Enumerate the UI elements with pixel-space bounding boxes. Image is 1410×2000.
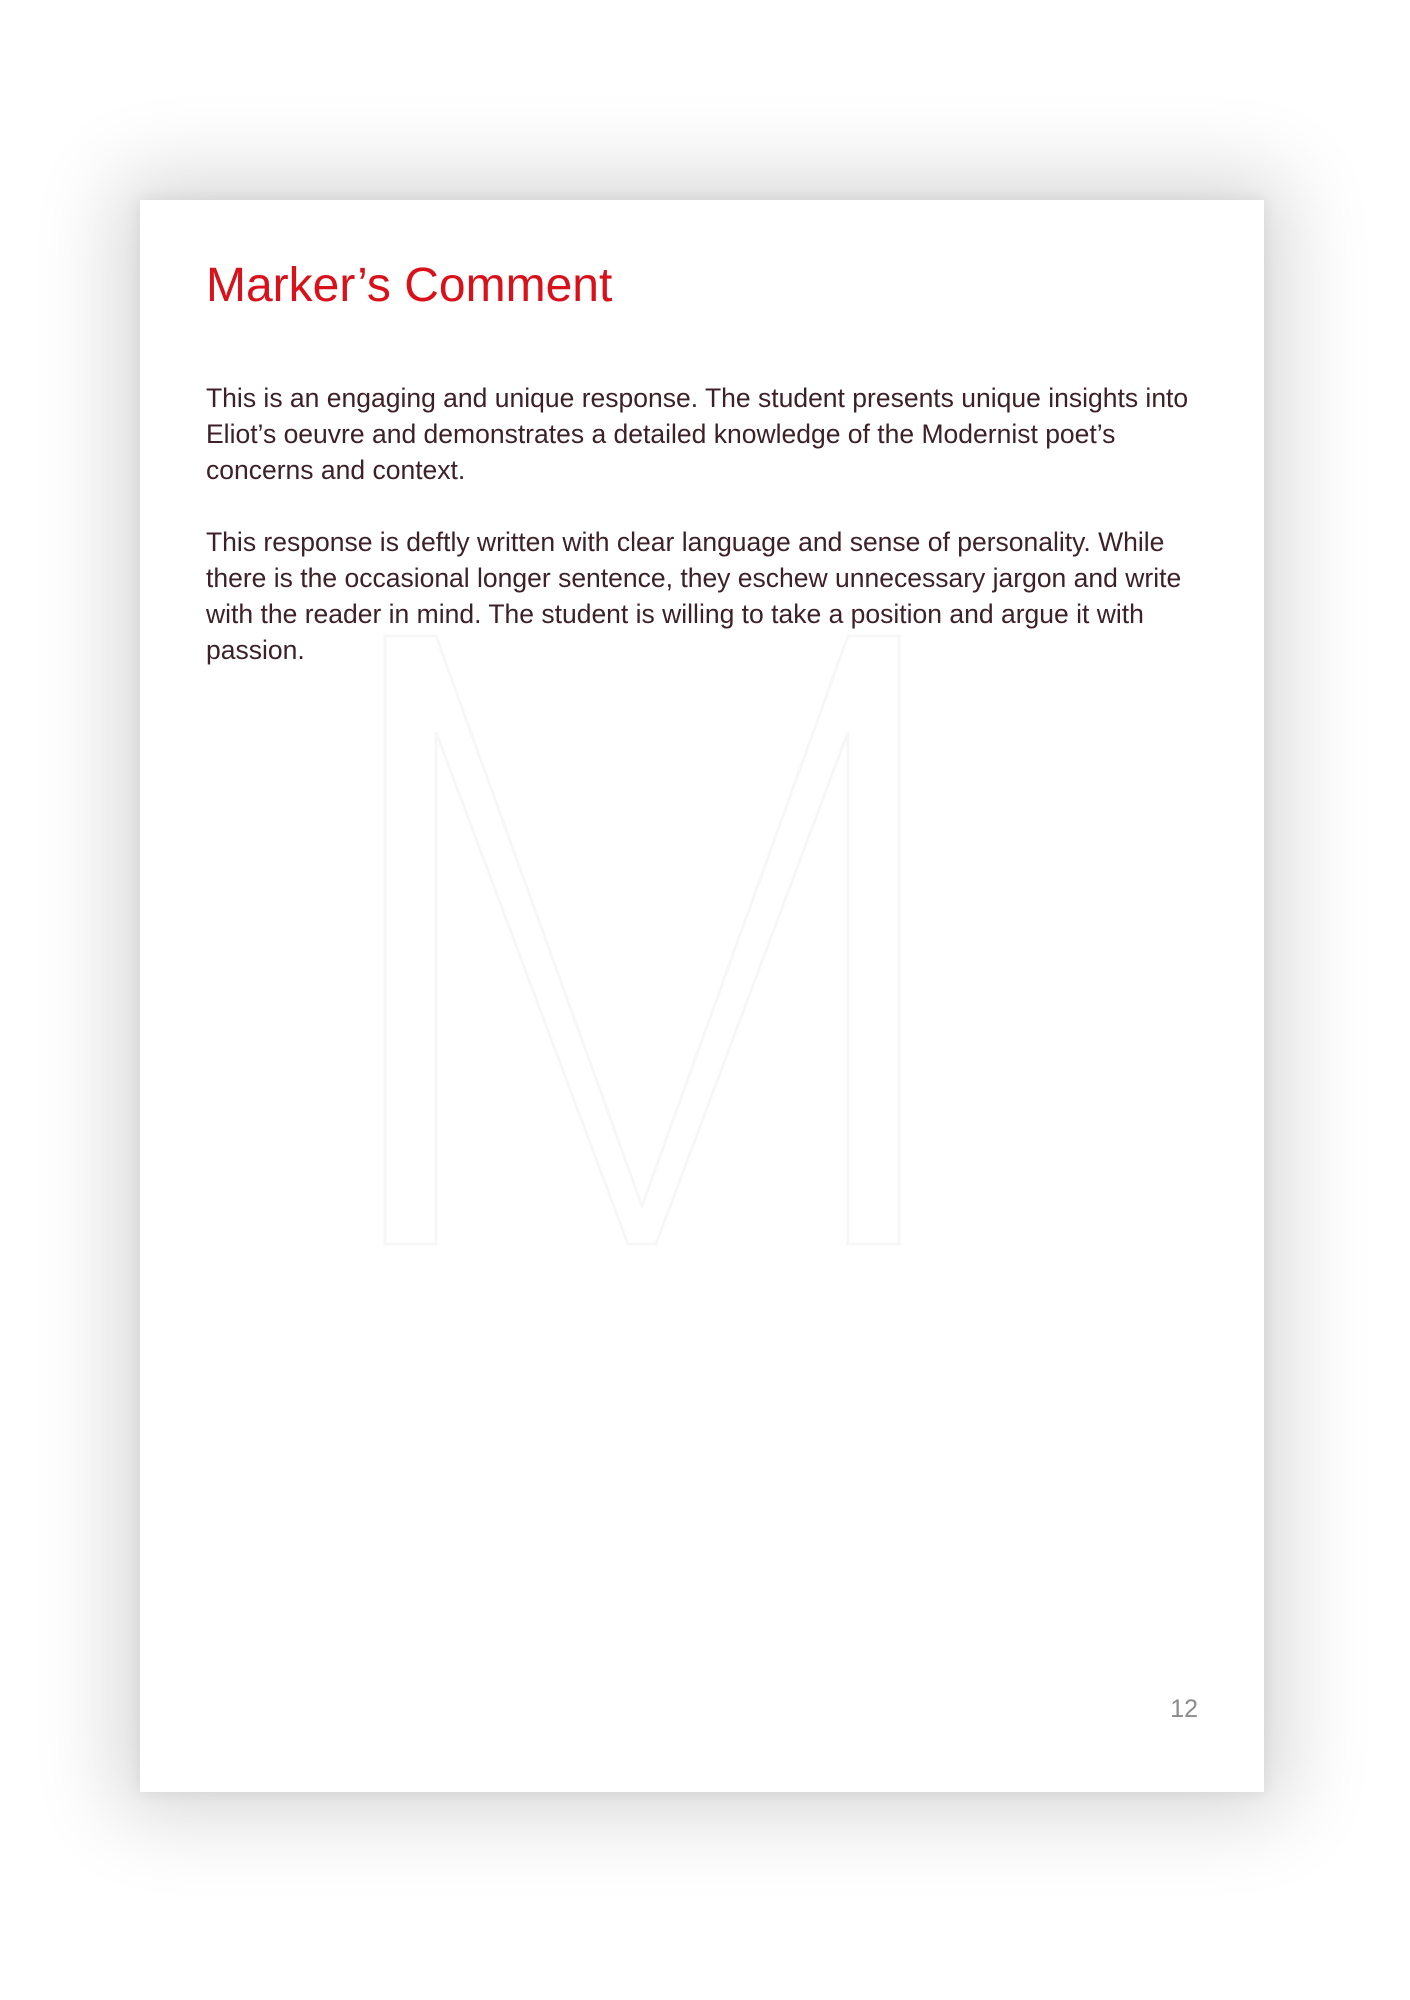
page-title: Marker’s Comment bbox=[206, 259, 613, 312]
comment-paragraph: This is an engaging and unique response. The student presents unique insights into Eliot’s oeuvre and demonstrates a detailed knowledge of the Modernist poet’s concerns and context. bbox=[206, 383, 1189, 485]
document-page bbox=[140, 200, 1264, 1792]
comment-paragraph: This response is deftly written with clear language and sense of personality. While there is the occasional longer sentence, they eschew unnecessary jargon and write with the reader in mind. The student is willing to take a position and argue it with passion. bbox=[206, 527, 1182, 665]
comment-body bbox=[206, 380, 1216, 704]
page-number: 12 bbox=[1170, 1695, 1198, 1723]
